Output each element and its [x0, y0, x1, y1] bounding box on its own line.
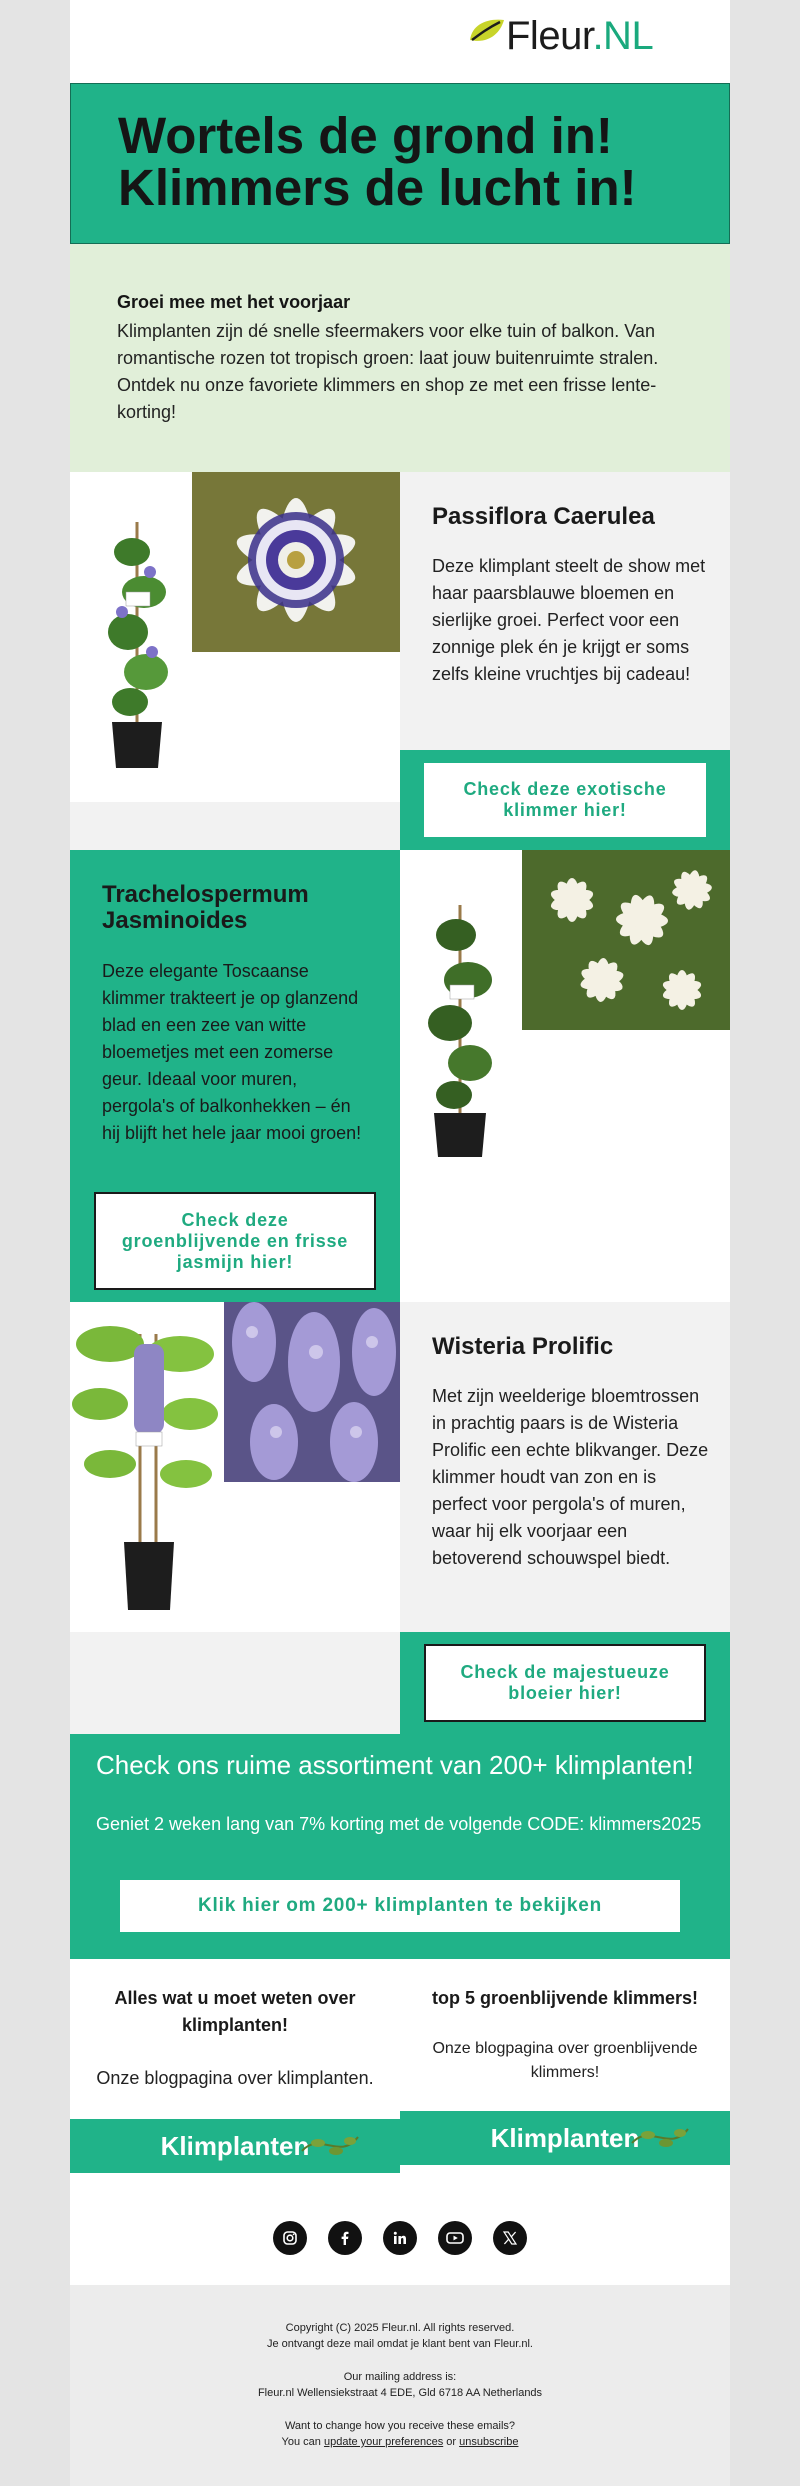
logo-word-nl: .NL — [592, 14, 654, 58]
jasmine-flower-photo — [522, 850, 730, 1030]
passiflora-flower-photo — [192, 472, 400, 652]
banner-label: Klimplanten — [490, 2122, 640, 2153]
reason-text: Je ontvangt deze mail omdat je klant bent van Fleur.nl. — [267, 2338, 533, 2350]
product-trachelospermum — [70, 850, 730, 1302]
spacer — [70, 802, 400, 850]
wisteria-flower-photo — [224, 1302, 400, 1482]
product-image-area[interactable] — [400, 850, 730, 1302]
change-question: Want to change how you receive these emails? — [284, 2420, 516, 2432]
blog-banner-link[interactable] — [70, 2119, 400, 2173]
preferences-line: You can update your preferences or unsubscribe — [281, 2436, 519, 2448]
product-image-area[interactable] — [70, 472, 400, 802]
copyright-text: Copyright (C) 2025 Fleur.nl. All rights reserved. — [285, 2322, 515, 2334]
product-description: Deze elegante Toscaanse klimmer trakteert je op glanzend blad en een zee van witte bloemetjes met een zomerse geur. Ideaal voor muren, pergola's of balkonhekken – én hij blijft het hele jaar mooi groen! — [102, 961, 362, 1143]
update-preferences-link[interactable]: update your preferences — [323, 2436, 444, 2448]
product-description: Met zijn weelderige bloemtrossen in prachtig paars is de Wisteria Prolific een echte blikvanger. Deze klimmer houdt van zon en is perfect voor pergola's of muren, waar hij elk voorjaar een betoverend schouwspel biedt. — [432, 1386, 709, 1568]
product-image-area[interactable] — [70, 1302, 400, 1632]
vine-leaves-icon — [630, 2113, 690, 2163]
promo-title: Check ons ruime assortiment van 200+ klimplanten! — [96, 1750, 694, 1780]
promo-section — [70, 1734, 730, 1959]
cta-button-jasmijn[interactable]: Check deze groenblijvende en frisse jasmijn hier! — [94, 1192, 376, 1290]
footer — [70, 2285, 730, 2486]
linkedin-icon[interactable] — [383, 2221, 417, 2255]
blog-description: Onze blogpagina over klimplanten. — [96, 2068, 374, 2088]
product-title: Wisteria Prolific — [432, 1333, 614, 1360]
product-wisteria — [70, 1302, 730, 1734]
cta-band — [400, 1632, 730, 1734]
cta-band — [400, 750, 730, 850]
hero-title: Wortels de grond in! Klimmers de lucht in! — [118, 107, 637, 216]
leaf-icon — [466, 14, 508, 54]
product-text-area — [400, 472, 730, 750]
spacer — [70, 1632, 400, 1734]
product-title: Passiflora Caerulea — [432, 503, 655, 530]
social-bar — [70, 2195, 730, 2285]
email-body — [70, 0, 730, 2486]
blog-title: Alles wat u moet weten over klimplanten! — [114, 1988, 356, 2035]
potted-plant-image — [414, 895, 506, 1160]
instagram-icon[interactable] — [273, 2221, 307, 2255]
intro-heading: Groei mee met het voorjaar — [117, 292, 351, 312]
unsubscribe-link[interactable]: unsubscribe — [459, 2436, 519, 2448]
product-passiflora — [70, 472, 730, 850]
promo-subtitle: Geniet 2 weken lang van 7% korting met de volgende CODE: klimmers2025 — [96, 1814, 702, 1834]
facebook-icon[interactable] — [328, 2221, 362, 2255]
address-label: Our mailing address is: — [343, 2371, 457, 2383]
fleur-logo[interactable] — [466, 10, 666, 62]
product-text-area — [70, 850, 400, 1302]
x-icon[interactable] — [493, 2221, 527, 2255]
blog-banner-link[interactable] — [400, 2111, 730, 2165]
shop-all-button[interactable]: Klik hier om 200+ klimplanten te bekijken — [120, 1880, 680, 1932]
youtube-icon[interactable] — [438, 2221, 472, 2255]
product-text-area — [400, 1302, 730, 1632]
potted-plant-image — [92, 512, 182, 770]
mailing-address: Fleur.nl Wellensiekstraat 4 EDE, Gld 6718 AA Netherlands — [257, 2387, 543, 2399]
product-title: Trachelospermum Jasminoides — [102, 881, 309, 934]
intro-section — [70, 244, 730, 472]
banner-label: Klimplanten — [160, 2130, 310, 2161]
blog-title: top 5 groenblijvende klimmers! — [431, 1988, 699, 2008]
vine-leaves-icon — [300, 2121, 360, 2171]
blog-description: Onze blogpagina over groenblijvende klimmers! — [432, 2040, 698, 2081]
logo-word-fleur: Fleur — [506, 14, 593, 58]
potted-plant-image — [70, 1314, 220, 1614]
blog-section — [70, 1959, 730, 2179]
cta-button-passiflora[interactable]: Check deze exotische klimmer hier! — [424, 763, 706, 837]
header — [70, 0, 730, 83]
cta-button-wisteria[interactable]: Check de majestueuze bloeier hier! — [424, 1644, 706, 1722]
intro-text: Klimplanten zijn dé snelle sfeermakers voor elke tuin of balkon. Van romantische rozen tot tropisch groen: laat jouw buitenruimte stralen. Ontdek nu onze favoriete klimmers en shop ze met een frisse lente-korting! — [117, 321, 659, 422]
product-description: Deze klimplant steelt de show met haar paarsblauwe bloemen en sierlijke groei. Perfect voor een zonnige plek én je krijgt er soms zelfs kleine vruchtjes bij cadeau! — [432, 556, 706, 684]
hero-banner — [70, 83, 730, 244]
